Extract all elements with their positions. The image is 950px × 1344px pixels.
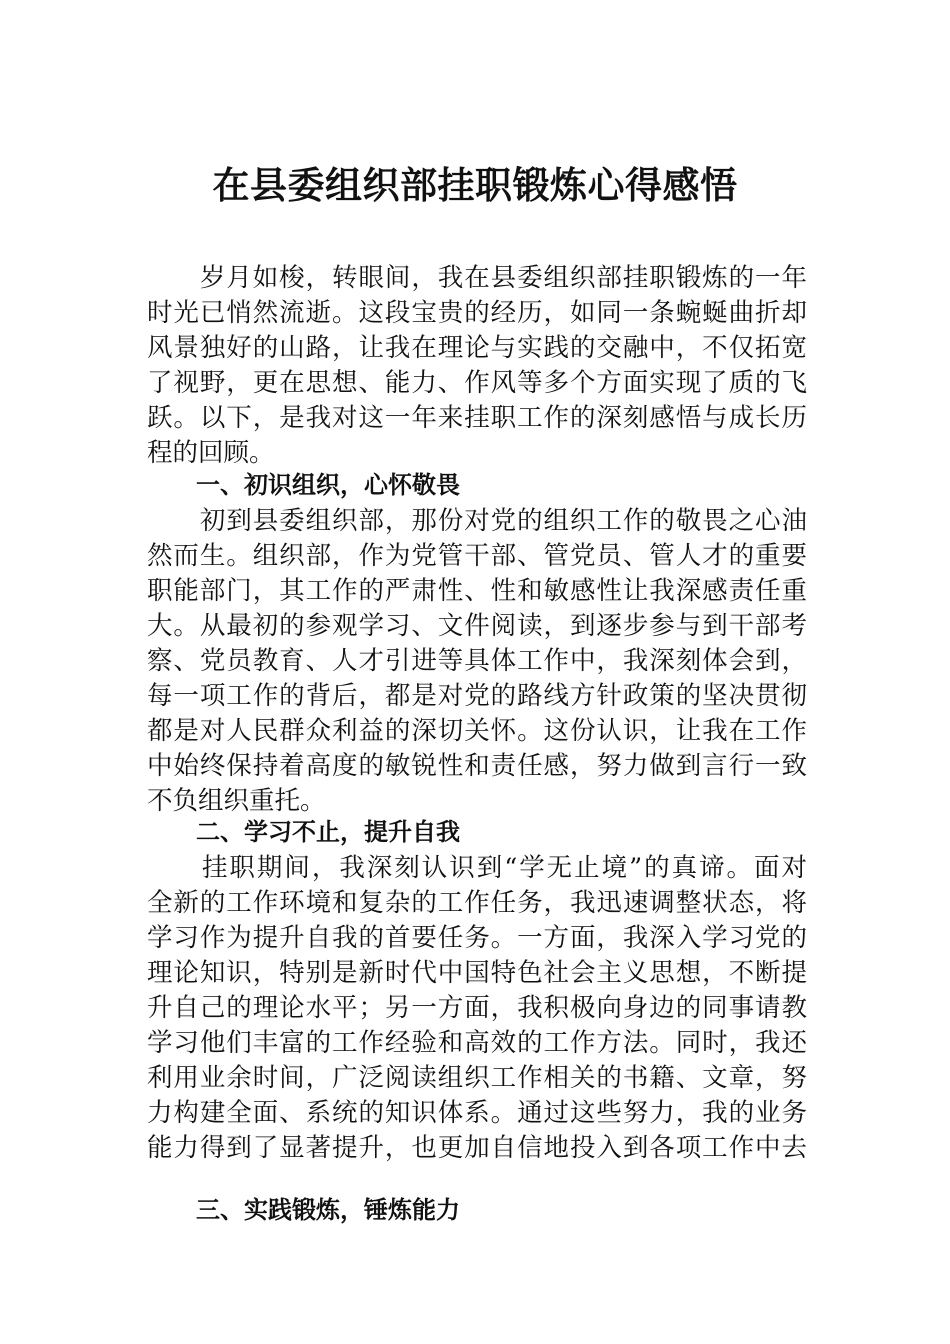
section-heading: 二、学习不止，提升自我 (196, 818, 460, 846)
section-line: 理论知识，特别是新时代中国特色社会主义思想，不断提 (147, 958, 807, 988)
section-line: 利用业余时间，广泛阅读组织工作相关的书籍、文章，努 (147, 1063, 807, 1093)
intro-line: 程的回顾。 (147, 438, 275, 468)
section-line: 不负组织重托。 (147, 786, 326, 816)
section-line: 中始终保持着高度的敏锐性和责任感，努力做到言行一致 (147, 751, 807, 781)
section-line: 每一项工作的背后，都是对党的路线方针政策的坚决贯彻 (147, 681, 807, 711)
section-line: 然而生。组织部，作为党管干部、管党员、管人才的重要 (147, 541, 807, 571)
intro-line: 跃。以下，是我对这一年来挂职工作的深刻感悟与成长历 (147, 403, 807, 433)
intro-line: 岁月如梭，转眼间，我在县委组织部挂职锻炼的一年 (147, 263, 807, 293)
section-line: 都是对人民群众利益的深切关怀。这份认识，让我在工作 (147, 716, 807, 746)
section-line: 大。从最初的参观学习、文件阅读，到逐步参与到干部考 (147, 611, 807, 641)
document-title: 在县委组织部挂职锻炼心得感悟 (212, 163, 738, 207)
section-line: 挂职期间，我深刻认识到“学无止境”的真谛。面对 (147, 853, 807, 883)
section-heading: 三、实践锻炼，锤炼能力 (196, 1196, 460, 1224)
section-line: 升自己的理论水平；另一方面，我积极向身边的同事请教 (147, 993, 807, 1023)
section-line: 学习作为提升自我的首要任务。一方面，我深入学习党的 (147, 923, 807, 953)
section-line: 察、党员教育、人才引进等具体工作中，我深刻体会到， (147, 646, 807, 676)
intro-line: 时光已悄然流逝。这段宝贵的经历，如同一条蜿蜒曲折却 (147, 298, 807, 328)
intro-line: 风景独好的山路，让我在理论与实践的交融中，不仅拓宽 (147, 333, 807, 363)
section-line: 学习他们丰富的工作经验和高效的工作方法。同时，我还 (147, 1028, 807, 1058)
section-line: 力构建全面、系统的知识体系。通过这些努力，我的业务 (147, 1098, 807, 1128)
intro-line: 了视野，更在思想、能力、作风等多个方面实现了质的飞 (147, 368, 807, 398)
section-line: 初到县委组织部，那份对党的组织工作的敬畏之心油 (147, 506, 807, 536)
section-line: 职能部门，其工作的严肃性、性和敏感性让我深感责任重 (147, 576, 807, 606)
section-line: 能力得到了显著提升，也更加自信地投入到各项工作中去 (147, 1133, 807, 1163)
section-line: 全新的工作环境和复杂的工作任务，我迅速调整状态，将 (147, 888, 807, 918)
section-heading: 一、初识组织，心怀敬畏 (196, 471, 460, 499)
